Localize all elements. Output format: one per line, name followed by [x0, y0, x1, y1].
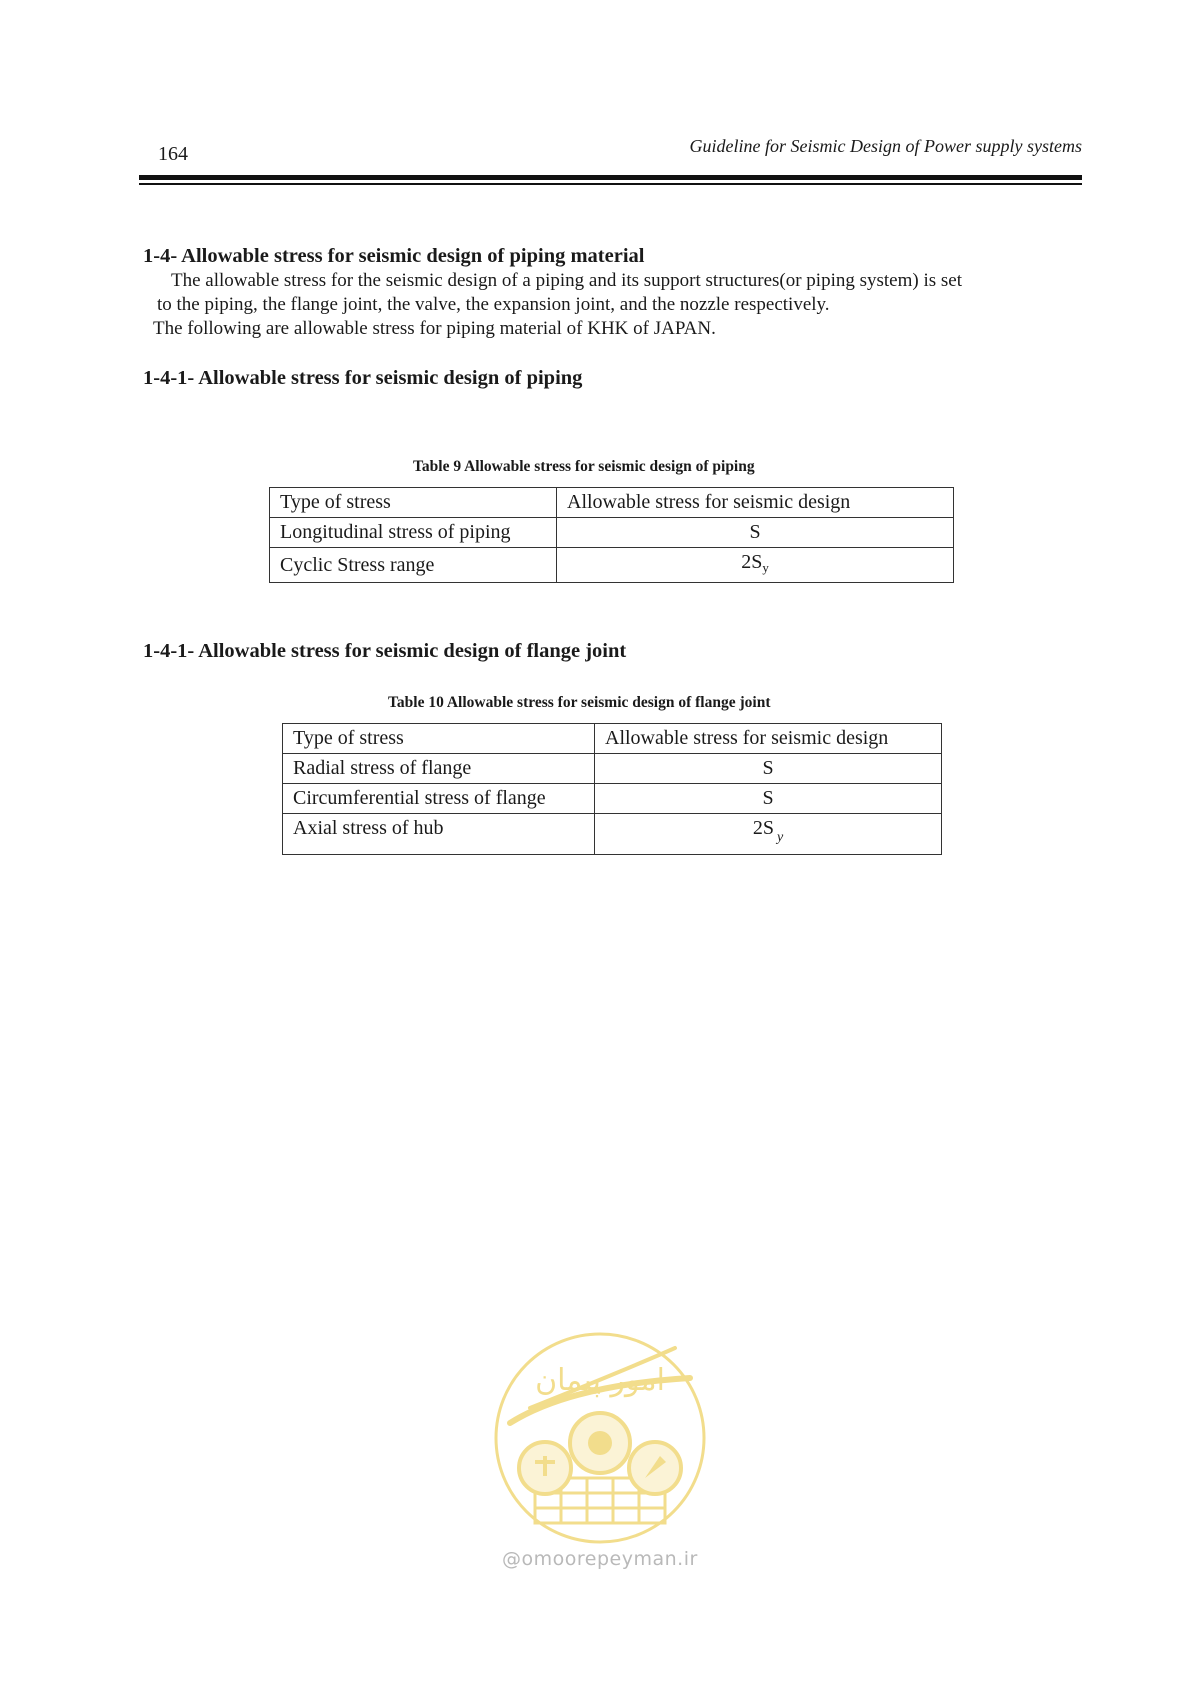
table-row: [270, 548, 954, 583]
stress-subscript: y: [762, 560, 769, 575]
table-header-row: [270, 488, 954, 518]
stress-type-cell: Axial stress of hub: [283, 814, 595, 855]
section-heading: 1-4- Allowable stress for seismic design of piping material: [143, 245, 645, 267]
table-9: [269, 487, 954, 583]
page-number: 164: [158, 143, 188, 165]
allowable-stress-cell: S: [557, 518, 954, 548]
watermark-logo: [490, 1328, 710, 1548]
stress-type-cell: Radial stress of flange: [283, 754, 595, 784]
running-title: Guideline for Seismic Design of Power supply systems: [689, 136, 1082, 156]
table-10: [282, 723, 942, 855]
stress-subscript: y: [776, 830, 784, 845]
stress-symbol: 2S: [752, 817, 774, 839]
table-row: [283, 784, 942, 814]
watermark-url: @omoorepeyman.ir: [502, 1548, 698, 1570]
stress-type-cell: Longitudinal stress of piping: [270, 518, 557, 548]
paragraph-line: The following are allowable stress for piping material of KHK of JAPAN.: [153, 318, 716, 339]
stress-type-cell: Cyclic Stress range: [270, 548, 557, 583]
subsection-heading-piping: 1-4-1- Allowable stress for seismic design of piping: [143, 367, 583, 389]
stress-type-cell: Circumferential stress of flange: [283, 784, 595, 814]
allowable-stress-cell: S: [595, 784, 942, 814]
table-header-cell: Type of stress: [270, 488, 557, 518]
header-rule-thick: [139, 175, 1082, 180]
table-row: [283, 754, 942, 784]
table-header-cell: Allowable stress for seismic design: [595, 724, 942, 754]
table-row: [283, 814, 942, 855]
table-header-row: [283, 724, 942, 754]
allowable-stress-cell: [595, 814, 942, 855]
watermark-logo-text: امور پیمان: [535, 1363, 665, 1398]
stress-symbol: 2S: [741, 551, 763, 573]
allowable-stress-cell: S: [595, 754, 942, 784]
table-header-cell: Allowable stress for seismic design: [557, 488, 954, 518]
table-10-caption: Table 10 Allowable stress for seismic design of flange joint: [388, 694, 771, 711]
allowable-stress-cell: [557, 548, 954, 583]
table-header-cell: Type of stress: [283, 724, 595, 754]
table-row: [270, 518, 954, 548]
subsection-heading-flange: 1-4-1- Allowable stress for seismic design of flange joint: [143, 640, 627, 662]
header-rule-thin: [139, 183, 1082, 185]
paragraph-line: to the piping, the flange joint, the valve, the expansion joint, and the nozzle respectively.: [157, 294, 830, 315]
table-9-caption: Table 9 Allowable stress for seismic design of piping: [413, 458, 755, 475]
paragraph-line: The allowable stress for the seismic design of a piping and its support structures(or piping system) is set: [171, 270, 962, 291]
